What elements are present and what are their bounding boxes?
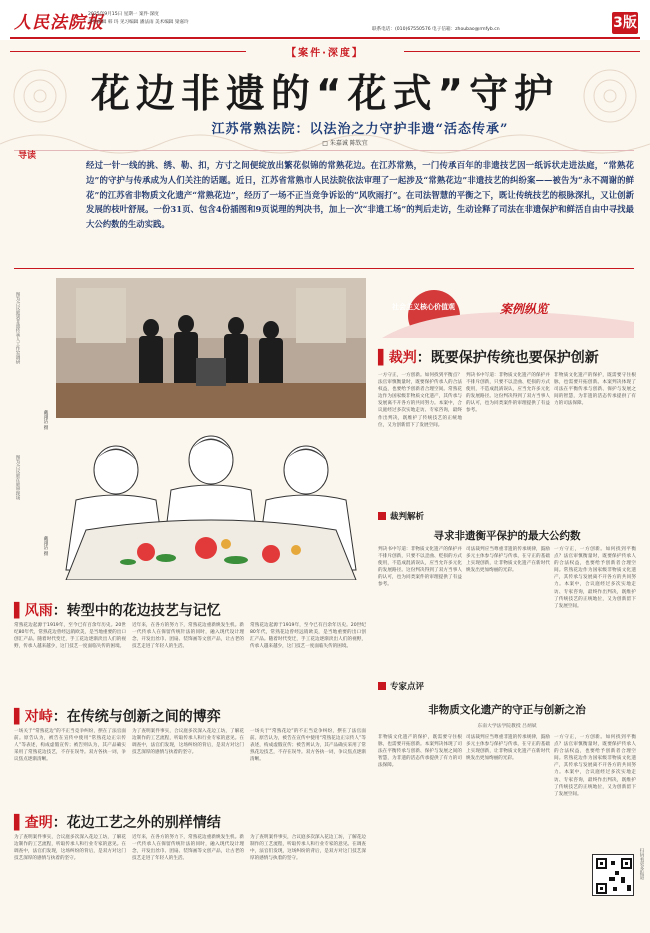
judgment-col-3: 非物质文化遗产的保护，既需要守住根脉，也需要开拓创新。本案判决体现了司法在平衡传承与创新、保护与发展之间的智慧，为非遗的活态传承提供了有力的司法保障。 — [554, 373, 636, 407]
analysis-col-1: 判决书中写道：非物质文化遗产的保护并不排斥创新，只要不以歪曲、贬损的方式使用，不造成混淆误认，应当允许多元化的发展路径。这份判决得到了双方当事人的认可，也为同类案件的审理提供了有益参考。 — [378, 547, 462, 588]
review-col-3: 一方守正，一方创新。如何找到平衡点？法官审慎衡量时，既要保护传承人的合法权益，也要给予创新者合理空间。常熟花边作为国家级非物质文化遗产，其传承与发展离不开各方的共同努力。本案中，合议庭经过多次实地走访、专家咨询，最终作出判决，既维护了传统技艺的正统地位，又为创新留下了发展空间。 — [554, 735, 636, 797]
divider-left — [10, 51, 246, 52]
expert-review-title: 非物质文化遗产的守正与创新之治 — [428, 704, 586, 716]
divider-right — [404, 51, 640, 52]
editor-line: 责任编辑 韩 玛 见习编辑 潘法雨 美术编辑 梁嘉玲 — [88, 20, 189, 25]
findings-col-3: 为了查明案件事实，合议庭多次深入花边工坊，了解花边制作的工艺流程，听取传承人和行业专家的意见。在调查中，法官们发现，这场纠纷的背后，是双方对这门技艺深厚的感情与执着的坚守。 — [250, 835, 366, 862]
judgment-col-2: 判决书中写道：非物质文化遗产的保护并不排斥创新，只要不以歪曲、贬损的方式使用，不造成混淆误认，应当允许多元化的发展路径。这份判决得到了双方当事人的认可，也为同类案件的审理提供了有益参考。 — [466, 373, 550, 414]
section-confront-title: ▌对峙：在传统与创新之间的博弈 — [14, 709, 221, 725]
section-judgment-title: ▌裁判：既要保护传统也要保护创新 — [378, 350, 599, 366]
page-number-badge: 3版 — [612, 12, 638, 34]
review-col-2: 司法裁判应当尊重非遗的传承规律，鼓励多元主体参与保护与传承，在守正的基础上实现创新，让非物质文化遗产在新时代焕发出更加绚丽的光彩。 — [466, 735, 550, 762]
judgment-analysis-label: 裁判解析 — [378, 510, 424, 522]
expert-review-author: 东南大学法学院教授 吕炳斌 — [477, 724, 537, 729]
expert-review-label: 专家点评 — [378, 680, 424, 692]
byline: □ 朱嘉诚 陈钦宜 — [322, 140, 368, 147]
contact-line: 联系电话：(010)67550576 电子信箱：zhoubao@rmfyb.cn — [372, 27, 500, 32]
section-storm-title: ▌风雨：转型中的花边技艺与记忆 — [14, 603, 221, 619]
masthead-rule — [10, 37, 640, 39]
confront-col-1: 一场关于“常熟花边”的不正当竞争纠纷，摆在了法官面前。原告认为，被告在宣传中使用“常熟花边正宗传人”等表述，构成虚假宣传；被告则认为，其产品确实采用了常熟花边技艺，不存在误导。双方各执一词，争议焦点逐渐清晰。 — [14, 729, 126, 763]
photo-credit-2: 戴翊洁 摄 — [43, 536, 48, 556]
lead-rule — [14, 268, 634, 269]
photo-credit-1: 戴翊洁 摄 — [43, 410, 48, 430]
embroidery-illustration — [56, 420, 366, 580]
subheadline: 江苏常熟法院：以法治之力守护非遗“活态传承” — [211, 122, 509, 137]
findings-col-2: 近年来，在各方的努力下，常熟花边重新焕发生机。新一代传承人在保留传统针法的同时，融入现代设计理念，开发出丝巾、团扇、装饰画等文创产品，让古老的技艺走进了年轻人的生活。 — [132, 835, 244, 862]
qr-caption: 扫码看更多报道 — [639, 848, 644, 880]
judgment-col-1: 一方守正，一方创新。如何找到平衡点？法官审慎衡量时，既要保护传承人的合法权益，也要给予创新者合理空间。常熟花边作为国家级非物质文化遗产，其传承与发展离不开各方的共同努力。本案中，合议庭经过多次实地走访、专家咨询，最终作出判决，既维护了传统技艺的正统地位，又为创新留下了发展空间。 — [378, 373, 462, 428]
analysis-col-3: 一方守正，一方创新。如何找到平衡点？法官审慎衡量时，既要保护传承人的合法权益，也要给予创新者合理空间。常熟花边作为国家级非物质文化遗产，其传承与发展离不开各方的共同努力。本案中，合议庭经过多次实地走访、专家咨询，最终作出判决，既维护了传统技艺的正统地位，又为创新留下了发展空间。 — [554, 547, 636, 609]
photo-caption-2: 图为合议庭在庭审现场 — [15, 455, 20, 500]
storm-col-2: 近年来，在各方的努力下，常熟花边重新焕发生机。新一代传承人在保留传统针法的同时，融入现代设计理念，开发出丝巾、团扇、装饰画等文创产品，让古老的技艺走进了年轻人的生活。 — [132, 623, 244, 650]
section-tag: 【案件·深度】 — [286, 48, 364, 59]
review-col-1: 非物质文化遗产的保护，既需要守住根脉，也需要开拓创新。本案判决体现了司法在平衡传承与创新、保护与发展之间的智慧，为非遗的活态传承提供了有力的司法保障。 — [378, 735, 462, 769]
section-findings-title: ▌查明：花边工艺之外的别样情结 — [14, 815, 221, 831]
banner-left: 社会主义核心价值观 — [392, 303, 455, 311]
findings-col-1: 为了查明案件事实，合议庭多次深入花边工坊，了解花边制作的工艺流程，听取传承人和行业专家的意见。在调查中，法官们发现，这场纠纷的背后，是双方对这门技艺深厚的感情与执着的坚守。 — [14, 835, 126, 862]
judgment-analysis-title: 寻求非遗衡平保护的最大公约数 — [433, 530, 581, 542]
confront-col-3: 一场关于“常熟花边”的不正当竞争纠纷，摆在了法官面前。原告认为，被告在宣传中使用“常熟花边正宗传人”等表述，构成虚假宣传；被告则认为，其产品确实采用了常熟花边技艺，不存在误导。双方各执一词，争议焦点逐渐清晰。 — [250, 729, 366, 763]
date-line: 2025年9月15日 星期一 案件·深度 — [88, 12, 159, 17]
storm-col-3: 常熟花边起源于1919年，至今已有百余年历史。20世纪80年代，常熟花边曾经远销欧美，是当地重要的出口创汇产品。随着时代变迁，手工花边逐渐淡出人们的视野，传承人越来越少，这门技艺一度面临失传的困境。 — [250, 623, 366, 650]
banner-right: 案例纵览 — [500, 302, 549, 316]
lead-tag: 导读 — [18, 151, 37, 161]
storm-col-1: 常熟花边起源于1919年，至今已有百余年历史。20世纪80年代，常熟花边曾经远销欧美，是当地重要的出口创汇产品。随着时代变迁，手工花边逐渐淡出人们的视野，传承人越来越少，这门技艺一度面临失传的困境。 — [14, 623, 126, 650]
lead-text: 经过一针一线的挑、绣、勒、扣，方寸之间便绽放出繁花似锦的常熟花边。在江苏常熟，一门传承百年的非遗技艺因一纸诉状走进法庭，“常熟花边”的守护与传承成为人们关注的话题。近日，江苏省常熟市人民法院依法审理了一起涉及“常熟花边”非遗技艺的纠纷案——被告为“永不凋谢的鲜花”的江苏省非物质文化遗产“常熟花边”，经历了一场不正当竞争诉讼的“风吹雨打”。在司法智慧的平衡之下，既让传统技艺的根脉深扎，又让创新发展的枝叶舒展。一份31页、包含4份插图和9页说理的判决书，加上一次“非遗工场”的判后走访，生动诠释了司法在非遗保护和鲜活自由中寻找最大公约数的生动实践。 — [86, 160, 634, 230]
confront-col-2: 为了查明案件事实，合议庭多次深入花边工坊，了解花边制作的工艺流程，听取传承人和行业专家的意见。在调查中，法官们发现，这场纠纷的背后，是双方对这门技艺深厚的感情与执着的坚守。 — [132, 729, 244, 756]
analysis-col-2: 司法裁判应当尊重非遗的传承规律，鼓励多元主体参与保护与传承，在守正的基础上实现创新，让非物质文化遗产在新时代焕发出更加绚丽的光彩。 — [466, 547, 550, 574]
courtroom-photo[interactable] — [56, 278, 366, 418]
newspaper-logo[interactable]: 人民法院报 — [14, 13, 104, 33]
headline: 花边非遗的“花式”守护 — [90, 72, 560, 117]
photo-caption-1: 图为合议庭到非遗传承人工作室调研 — [15, 292, 20, 364]
qr-code[interactable] — [592, 854, 634, 896]
